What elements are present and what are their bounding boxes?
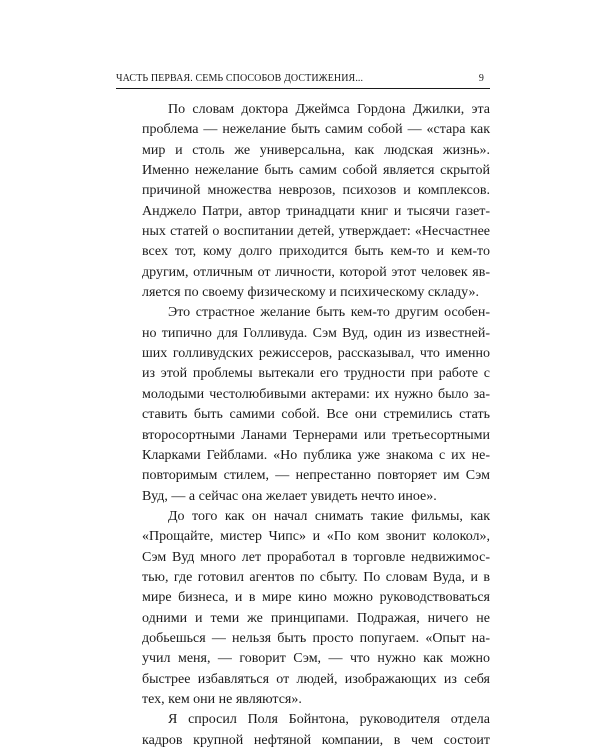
text-line: Это страстное желание быть кем-то другим особен- xyxy=(168,305,490,321)
running-title: ЧАСТЬ ПЕРВАЯ. СЕМЬ СПОСОБОВ ДОСТИЖЕНИЯ... xyxy=(116,73,364,84)
text-line: ных статей о воспитании детей, утверждает: «Несчастнее xyxy=(142,224,490,240)
text-line: причиной множества неврозов, психозов и комплексов. xyxy=(142,183,490,199)
text-line: Анджело Патри, автор тринадцати книг и тысячи газет- xyxy=(142,203,490,219)
paragraph xyxy=(116,303,490,506)
text-line: ших голливудских режиссеров, рассказывал, что именно xyxy=(142,346,490,362)
text-line: Сэм Вуд много лет проработал в торговле недвижимос- xyxy=(142,549,490,565)
text-line: До того как он начал снимать такие фильмы, как xyxy=(168,508,490,524)
text-line: молодыми честолюбивыми актерами: их нужно было за- xyxy=(142,386,490,402)
text-line: По словам доктора Джеймса Гордона Джилки, эта xyxy=(168,102,490,117)
text-line: учил меня, — говорит Сэм, — что нужно как можно xyxy=(142,651,490,667)
text-line: но типично для Голливуда. Сэм Вуд, один из известней- xyxy=(142,325,490,341)
text-line: кадров крупной нефтяной компании, в чем состоит xyxy=(142,732,490,748)
paragraph xyxy=(116,710,490,751)
text-line: Именно нежелание быть самим собой является скрытой xyxy=(142,163,490,179)
text-line: из этой проблемы вытекали его трудности при работе с xyxy=(142,366,490,382)
page-number: 9 xyxy=(478,73,484,84)
text-line: тью, где готовил агентов по сбыту. По словам Вуда, и в xyxy=(142,569,490,585)
text-line: добьешься — нельзя быть просто попугаем. «Опыт на- xyxy=(142,630,490,646)
text-line: проблема — нежелание быть самим собой — «стара как xyxy=(142,122,490,138)
body-text xyxy=(116,100,490,751)
paragraph xyxy=(116,100,490,303)
text-line: ставить быть самими собой. Все они стремились стать xyxy=(142,407,490,423)
text-line: всех тот, кому долго приходится быть кем-то и кем-то xyxy=(142,244,490,260)
text-line: мире бизнеса, и в мире кино можно руководствоваться xyxy=(142,590,490,606)
text-line: второсортными Ланами Тернерами или третьесортными xyxy=(142,427,490,443)
text-line: Я спросил Поля Бойнтона, руководителя отдела xyxy=(168,712,490,728)
text-line: тех, кем они не являются». xyxy=(142,691,302,707)
text-line: быстрее избавляться от людей, изображающих из себя xyxy=(142,671,490,687)
text-line: мир и столь же универсальна, как людская жизнь». xyxy=(142,142,490,158)
text-line: другим, отличным от личности, которой этот человек яв- xyxy=(142,264,490,280)
paragraph xyxy=(116,507,490,710)
text-line: Вуд, — а сейчас она желает увидеть нечто иное». xyxy=(142,488,437,504)
text-line: повторимым стилем, — непрестанно повторяет им Сэм xyxy=(142,468,490,484)
text-line: «Прощайте, мистер Чипс» и «По ком звонит колокол», xyxy=(142,529,490,545)
running-header xyxy=(116,72,490,89)
text-line: Кларками Гейблами. «Но публика уже знакома с их не- xyxy=(142,447,490,463)
text-line: ляется по своему физическому и психическому складу». xyxy=(142,285,480,301)
text-line: одними и теми же принципами. Подражая, ничего не xyxy=(142,610,490,626)
